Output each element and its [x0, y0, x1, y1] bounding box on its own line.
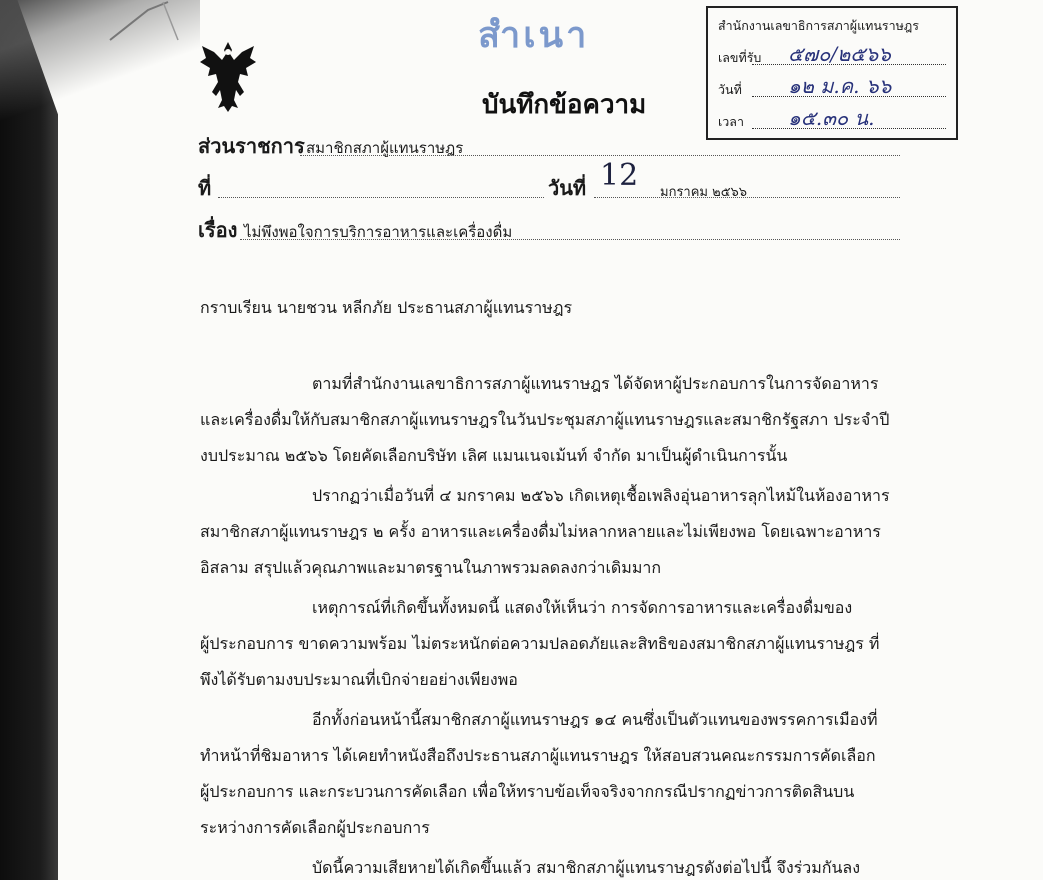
body-line: อีกทั้งก่อนหน้านี้สมาชิกสภาผู้แทนราษฎร ๑๔ คนซึ่งเป็นตัวแทนของพรรคการเมืองที่: [312, 710, 878, 729]
body-line: ระหว่างการคัดเลือกผู้ประกอบการ: [200, 818, 430, 837]
agency-dotline: [300, 154, 900, 156]
received-number-value: ๕๗๐/๒๕๖๖: [788, 42, 891, 66]
received-stamp-box: [706, 6, 958, 140]
body-line: ปรากฏว่าเมื่อวันที่ ๔ มกราคม ๒๕๖๖ เกิดเหตุเชื้อเพลิงอุ่นอาหารลุกไหม้ในห้องอาหาร: [312, 486, 890, 505]
agency-value: สมาชิกสภาผู้แทนราษฎร: [306, 139, 464, 157]
body-line: พึงได้รับตามงบประมาณที่เบิกจ่ายอย่างเพียงพอ: [200, 670, 518, 689]
paper-crease-mark: [108, 0, 188, 80]
body-line: สมาชิกสภาผู้แทนราษฎร ๒ ครั้ง อาหารและเครื่องดื่มไม่หลากหลายและไม่เพียงพอ โดยเฉพาะอาหาร: [200, 522, 881, 541]
reference-dotline: [218, 196, 544, 198]
body-line: บัดนี้ความเสียหายได้เกิดขึ้นแล้ว สมาชิกสภาผู้แทนราษฎรดังต่อไปนี้ จึงร่วมกันลง: [312, 858, 861, 877]
memo-title: บันทึกข้อความ: [482, 90, 647, 120]
copy-stamp: สำเนา: [478, 14, 590, 56]
subject-dotline: [240, 238, 900, 240]
body-line: เหตุการณ์ที่เกิดขึ้นทั้งหมดนี้ แสดงให้เห็นว่า การจัดการอาหารและเครื่องดื่มของ: [312, 598, 853, 617]
received-date-value: ๑๒ ม.ค. ๖๖: [788, 74, 892, 98]
date-day-handwritten: 12: [600, 158, 639, 193]
date-label: วันที่: [548, 176, 587, 200]
received-time-value: ๑๕.๓๐ น.: [788, 106, 875, 130]
agency-label: ส่วนราชการ: [198, 134, 305, 158]
received-box-title: สำนักงานเลขาธิการสภาผู้แทนราษฎร: [718, 18, 919, 33]
date-month-year: มกราคม ๒๕๖๖: [660, 185, 748, 200]
received-number-label: เลขที่รับ: [718, 50, 762, 65]
garuda-emblem-icon: [196, 38, 260, 114]
body-line: ทำหน้าที่ชิมอาหาร ได้เคยทำหนังสือถึงประธานสภาผู้แทนราษฎร ให้สอบสวนคณะกรรมการคัดเลือก: [200, 746, 876, 765]
body-line: งบประมาณ ๒๕๖๖ โดยคัดเลือกบริษัท เลิศ แมนเนจเม้นท์ จำกัด มาเป็นผู้ดำเนินการนั้น: [200, 446, 788, 465]
received-time-label: เวลา: [718, 114, 744, 129]
body-line: ตามที่สำนักงานเลขาธิการสภาผู้แทนราษฎร ได้จัดหาผู้ประกอบการในการจัดอาหาร: [312, 374, 879, 393]
scan-shadow-edge: [0, 0, 58, 880]
subject-value: ไม่พึงพอใจการบริการอาหารและเครื่องดื่ม: [244, 223, 513, 241]
body-line: ผู้ประกอบการ ขาดความพร้อม ไม่ตระหนักต่อความปลอดภัยและสิทธิของสมาชิกสภาผู้แทนราษฎร ที่: [200, 634, 880, 653]
body-line: ผู้ประกอบการ และกระบวนการคัดเลือก เพื่อให้ทราบข้อเท็จจริงจากกรณีปรากฏข่าวการติดสินบน: [200, 782, 855, 801]
reference-label: ที่: [198, 176, 212, 200]
received-date-label: วันที่: [718, 82, 742, 97]
body-line: อิสลาม สรุปแล้วคุณภาพและมาตรฐานในภาพรวมลดลงกว่าเดิมมาก: [200, 558, 662, 577]
salutation: กราบเรียน นายชวน หลีกภัย ประธานสภาผู้แทนราษฎร: [200, 298, 573, 317]
body-line: และเครื่องดื่มให้กับสมาชิกสภาผู้แทนราษฎรในวันประชุมสภาผู้แทนราษฎรและสมาชิกรัฐสภา ประจำปี: [200, 410, 890, 429]
subject-label: เรื่อง: [198, 218, 238, 242]
date-dotline: [594, 196, 900, 198]
